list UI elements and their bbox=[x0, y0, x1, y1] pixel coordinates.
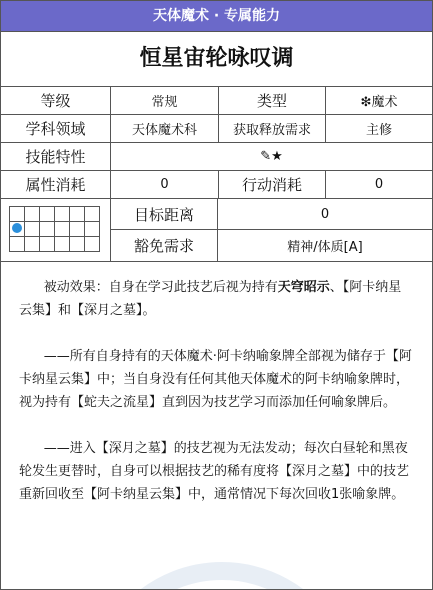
discipline-value: 天体魔术科 bbox=[111, 115, 219, 142]
row-level bbox=[1, 87, 432, 115]
resist-value: 精神/体质[A] bbox=[287, 240, 363, 255]
desc-p1-text: 被动效果：自身在学习此技艺后视为持有 bbox=[43, 280, 278, 295]
row-resist bbox=[111, 230, 432, 261]
attr-cost-label: 属性消耗 bbox=[1, 171, 111, 198]
self-marker-icon bbox=[12, 223, 22, 233]
row-discipline bbox=[1, 115, 432, 143]
skill-description bbox=[1, 262, 432, 506]
desc-paragraph-1 bbox=[19, 276, 414, 322]
target-value: 0 bbox=[320, 206, 330, 222]
trait-value: ✎★ bbox=[260, 149, 283, 164]
card-header: 天体魔术 · 专属能力 bbox=[1, 1, 432, 32]
range-grid-cells bbox=[9, 206, 100, 252]
attr-cost-value: 0 bbox=[111, 171, 219, 198]
trait-label: 技能特性 bbox=[1, 143, 111, 170]
resist-label: 豁免需求 bbox=[111, 230, 218, 261]
acquire-value: 主修 bbox=[365, 123, 392, 138]
acquire-label: 获取释放需求 bbox=[219, 115, 326, 142]
row-range bbox=[1, 199, 432, 262]
target-label: 目标距离 bbox=[111, 199, 218, 229]
desc-paragraph-3: ——进入【深月之墓】的技艺视为无法发动；每次白昼轮和黑夜轮发生更替时，自身可以根据技艺的稀有度将【深月之墓】中的技艺重新回收至【阿卡纳星云集】中，通常情况下每次回收1张喻象牌。 bbox=[19, 441, 410, 502]
row-target bbox=[111, 199, 432, 230]
type-value: ❇魔术 bbox=[360, 95, 398, 110]
range-grid bbox=[1, 199, 111, 261]
row-trait bbox=[1, 143, 432, 171]
type-label: 类型 bbox=[219, 87, 326, 114]
level-label: 等级 bbox=[1, 87, 111, 114]
watermark-emblem bbox=[87, 562, 357, 590]
discipline-label: 学科领域 bbox=[1, 115, 111, 142]
level-value: 常规 bbox=[111, 87, 219, 114]
desc-p1-tail: 、【阿卡纳星云集】和【深月之墓】。 bbox=[19, 280, 402, 318]
action-cost-value: 0 bbox=[374, 177, 384, 192]
row-cost bbox=[1, 171, 432, 199]
action-cost-label: 行动消耗 bbox=[219, 171, 326, 198]
skill-title: 恒星宙轮咏叹调 bbox=[1, 32, 432, 87]
desc-p1-keyword: 天穹昭示 bbox=[277, 280, 330, 295]
desc-paragraph-2: ——所有自身持有的天体魔术·阿卡纳喻象牌全部视为储存于【阿卡纳星云集】中；当自身没有任何其他天体魔术的阿卡纳喻象牌时，视为持有【蛇夫之流星】直到因为技艺学习而添加任何喻象牌后。 bbox=[19, 349, 412, 410]
